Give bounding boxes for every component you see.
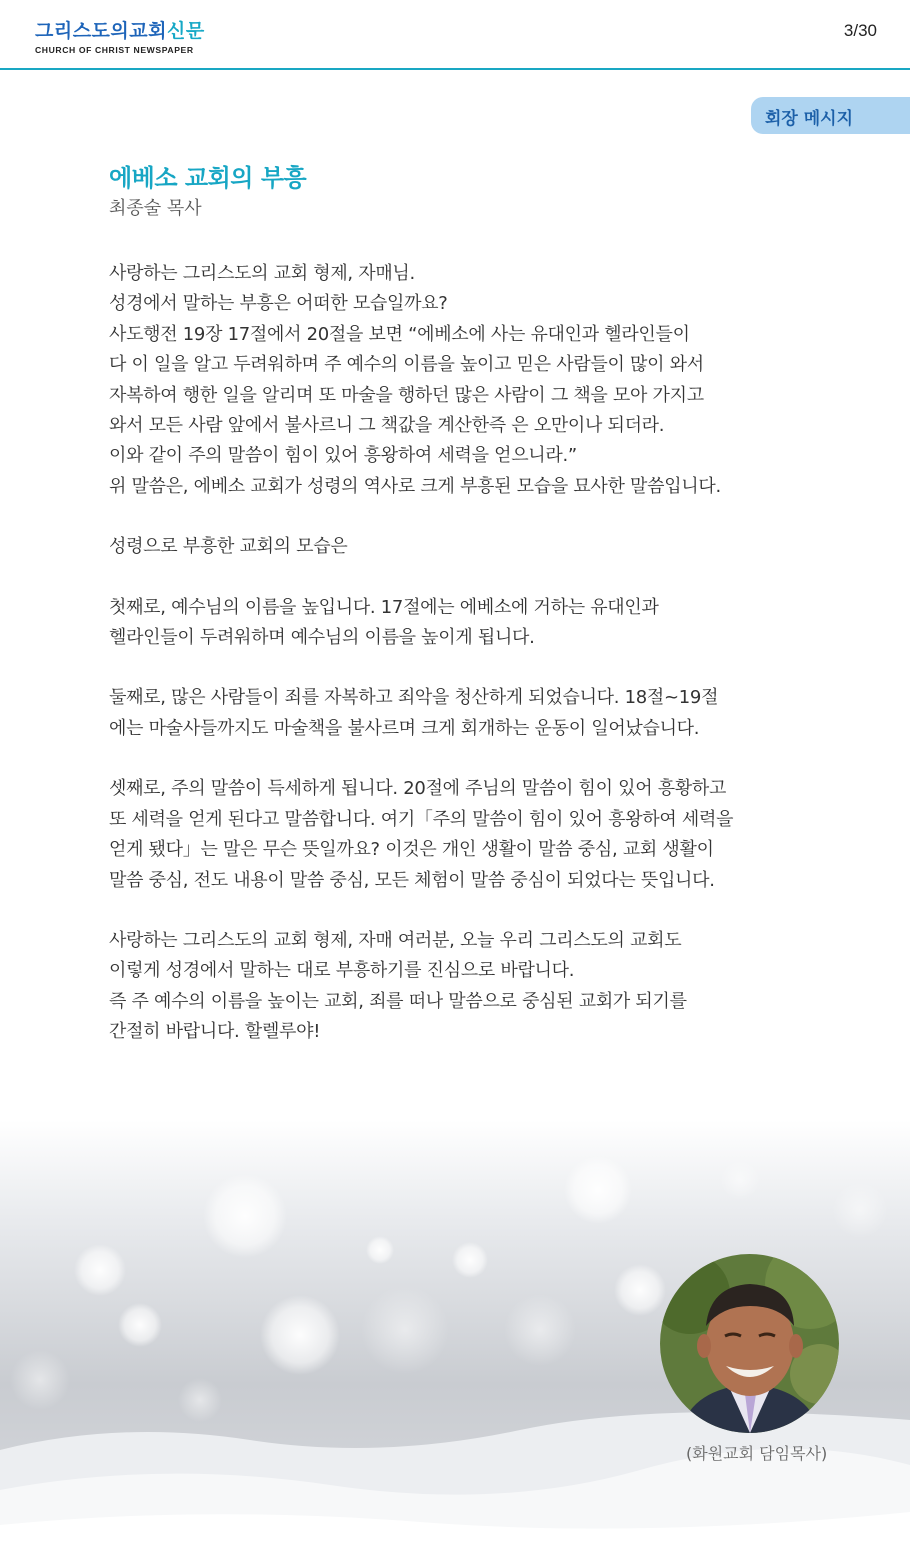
paragraph-line: 자복하여 행한 일을 알리며 또 마술을 행하던 많은 사람이 그 책을 모아 가지고: [109, 384, 704, 406]
paragraph-line: 이와 같이 주의 말씀이 힘이 있어 흥왕하여 세력을 얻으니라.”: [109, 445, 577, 467]
paragraph-line: 사랑하는 그리스도의 교회 형제, 자매님.: [109, 263, 415, 284]
paragraph-line: 얻게 됐다」는 말은 무슨 뜻일까요? 이것은 개인 생활이 말씀 중심, 교회 생활이: [109, 839, 714, 861]
paragraph-line: 헬라인들이 두려워하며 예수님의 이름을 높이게 됩니다.: [109, 627, 535, 649]
paragraph-line: 성경에서 말하는 부흥은 어떠한 모습일까요?: [109, 293, 448, 315]
paragraph-line: 성령으로 부흥한 교회의 모습은: [109, 536, 348, 558]
paragraph-line: 위 말씀은, 에베소 교회가 성령의 역사로 크게 부흥된 모습을 묘사한 말씀입니다.: [109, 475, 721, 497]
article-author: 최종술 목사: [109, 198, 202, 219]
article-paragraph: [109, 259, 809, 502]
paragraph-line: 첫째로, 예수님의 이름을 높입니다. 17절에는 에베소에 거하는 유대인과: [109, 596, 659, 618]
paragraph-line: 또 세력을 얻게 된다고 말씀합니다. 여기「주의 말씀이 힘이 있어 흥왕하여 세력을: [109, 808, 734, 830]
pastor-photo: [660, 1254, 839, 1433]
logo-accent-text: 신문: [166, 20, 205, 42]
header-divider: [0, 68, 910, 70]
newspaper-logo[interactable]: [35, 20, 205, 55]
logo-english: CHURCH OF CHRIST NEWSPAPER: [35, 45, 194, 55]
paragraph-line: 셋째로, 주의 말씀이 득세하게 됩니다. 20절에 주님의 말씀이 힘이 있어 흥황하고: [109, 778, 727, 800]
paragraph-line: 사랑하는 그리스도의 교회 형제, 자매 여러분, 오늘 우리 그리스도의 교회도: [109, 929, 682, 951]
paragraph-line: 이렇게 성경에서 말하는 대로 부흥하기를 진심으로 바랍니다.: [109, 960, 575, 982]
paragraph-line: 둘째로, 많은 사람들이 죄를 자복하고 죄악을 청산하게 되었습니다. 18절~19절: [109, 687, 719, 709]
article-paragraph: [109, 774, 809, 896]
logo-korean: [35, 20, 205, 42]
logo-main-text: 그리스도의교회: [35, 20, 167, 42]
paragraph-line: 다 이 일을 알고 두려워하며 주 예수의 이름을 높이고 믿은 사람들이 많이 와서: [109, 354, 704, 376]
section-tab: [751, 97, 910, 134]
article-paragraph: [109, 926, 809, 1048]
paragraph-line: 간절히 바랍니다. 할렐루야!: [109, 1021, 321, 1043]
paragraph-line: 즉 주 예수의 이름을 높이는 교회, 죄를 떠나 말씀으로 중심된 교회가 되기를: [109, 990, 687, 1012]
article-paragraph: [109, 593, 809, 654]
paragraph-line: 말씀 중심, 전도 내용이 말씀 중심, 모든 체험이 말씀 중심이 되었다는 뜻입니다.: [109, 869, 715, 891]
article-body: [109, 259, 809, 1078]
section-label: 회장 메시지: [765, 109, 854, 129]
page-header: [0, 0, 910, 69]
page-indicator: 3/30: [843, 21, 877, 40]
paragraph-line: 사도행전 19장 17절에서 20절을 보면 “에베소에 사는 유대인과 헬라인들이: [109, 323, 690, 345]
article-paragraph: [109, 683, 809, 744]
paragraph-line: 에는 마술사들까지도 마술책을 불사르며 크게 회개하는 운동이 일어났습니다.: [109, 717, 700, 739]
portrait-caption: (화원교회 담임목사): [686, 1444, 828, 1463]
pastor-portrait: [660, 1254, 839, 1433]
paragraph-line: 와서 모든 사람 앞에서 불사르니 그 책값을 계산한즉 은 오만이나 되더라.: [109, 415, 665, 437]
article-title: 에베소 교회의 부흥: [109, 164, 307, 192]
article-paragraph: [109, 532, 809, 562]
